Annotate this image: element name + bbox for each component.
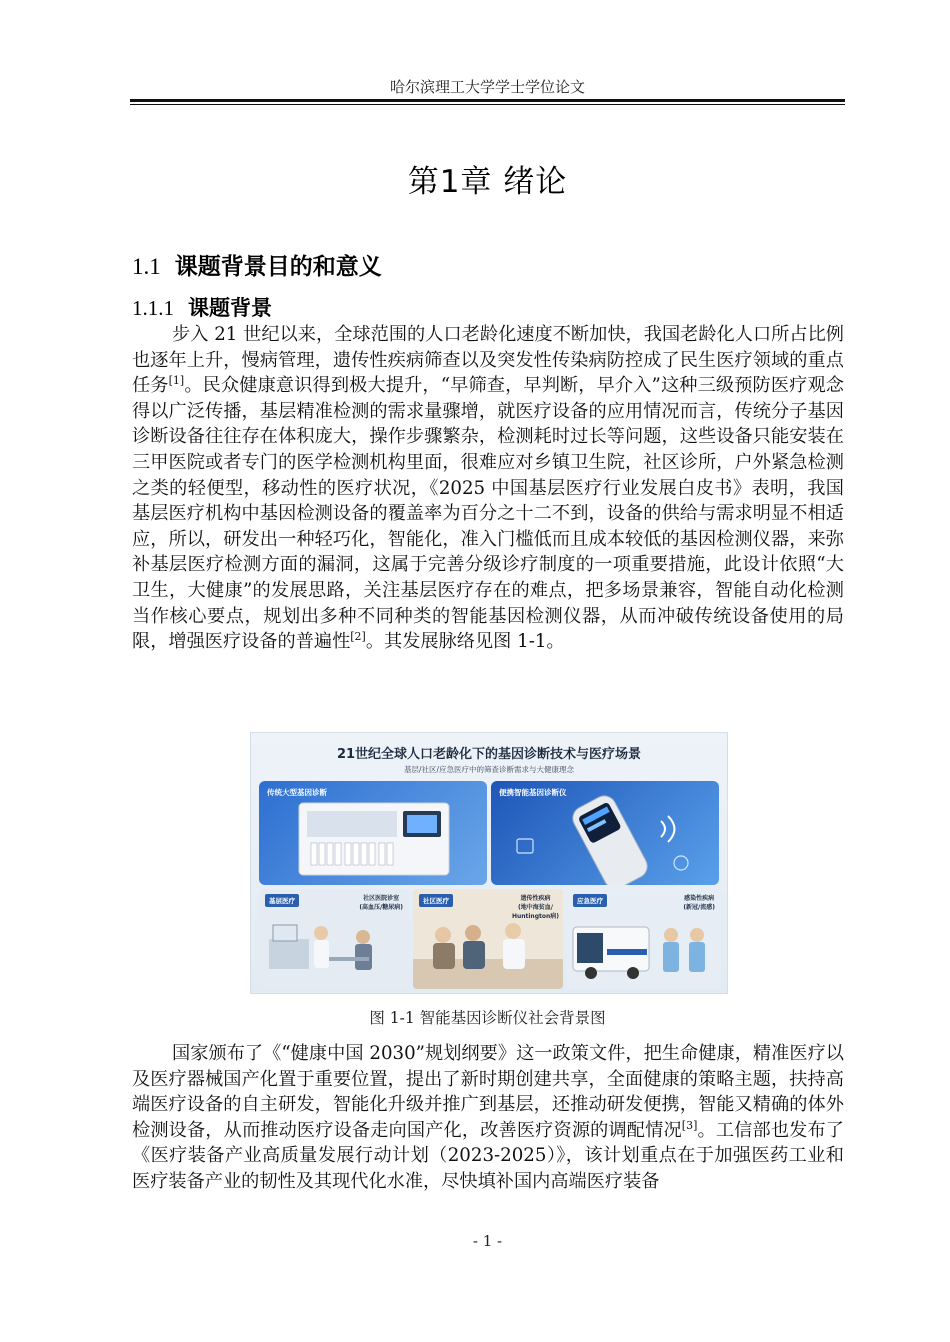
scene-tile-community [413,889,563,989]
subsection-heading [132,292,272,322]
section-number: 1.1 [132,254,161,279]
panel-label: 便携智能基因诊断仪 [499,788,567,797]
figure-image [250,732,728,994]
header-rule-thin [130,104,845,105]
portable-analyzer-icon [491,781,719,885]
paragraph-text: 。工信部也发布了《医疗装备产业高质量发展行动计划（2023-2025）》，该计划重点在于加强医药工业和医疗装备产业的韧性及其现代化水准，尽快填补国内高端医疗装备 [132,1119,844,1192]
large-analyzer-icon [259,781,487,885]
tile-label: 基层医疗 [265,894,299,907]
subsection-title: 课题背景 [188,296,272,320]
citation-ref: [3] [681,1118,698,1132]
tile-sub: 遗传性疾病 (地中海贫血/ Huntington病) [511,895,559,920]
tile-sub: 感染性疾病 (新冠/流感) [683,895,715,911]
chapter-title: 第1章 绪论 [407,164,568,200]
figure-title: 21世纪全球人口老龄化下的基因诊断技术与医疗场景 [336,747,642,762]
citation-ref: [2] [350,630,366,644]
tile-label: 应急医疗 [573,894,607,907]
section-heading [132,248,382,281]
panel-label: 传统大型基因诊断 [267,788,327,797]
subsection-number: 1.1.1 [132,296,174,320]
tile-label: 社区医疗 [419,894,453,907]
paragraph-text: 国家颁布了《“健康中国 2030”规划纲要》这一政策文件，把生命健康，精准医疗以及医疗器械国产化置于重要位置，提出了新时期创建共享，全面健康的策略主题，扶持高端医疗设备的自主研发，智能化升级并推广到基层，还推动研发便携，智能又精确的体外检测设备，从而推动医疗设备走向国产化，改善医疗资源的调配情况 [132,1043,844,1141]
paragraph-text: 。其发展脉络见图 1-1。 [365,631,565,653]
page-number: - 1 - [472,1232,503,1250]
paragraph-text: 。民众健康意识得到极大提升，“早筛查，早判断，早介入”这种三级预防医疗观念得以广泛传播，基层精准检测的需求量骤增，就医疗设备的应用情况而言，传统分子基因诊断设备往往存在体积庞大，操作步骤繁杂，检测耗时过长等问题，这些设备只能安装在三甲医院或者专门的医学检测机构里面，很难应对乡镇卫生院，社区诊所，户外紧急检测之类的轻便型，移动性的医疗状况，《2025 中国基层医疗行业发展白皮书》表明，我国基层医疗机构中基因检测设备的覆盖率为百分之十二不到，设备的供给与需求明显不相适应，所以，研发出一种轻巧化，智能化，准入门槛低而且成本较低的基因检测仪器，来弥补基层医疗检测方面的漏洞，这属于完善分级诊疗制度的一项重要措施，此设计依照“大卫生，大健康”的发展思路，关注基层医疗存在的难点，把多场景兼容，智能自动化检测当作核心要点，规划出多种不同种类的智能基因检测仪器，从而冲破传统设备使用的局限，增强医疗设备的普遍性 [132,375,844,653]
figure-subtitle: 基层/社区/应急医疗中的筛查诊断需求与大健康理念 [403,765,575,774]
running-header: 哈尔滨理工大学学士学位论文 [389,78,585,96]
header-rule-thick [130,99,845,102]
portable-device-panel [491,781,719,885]
body-paragraph-1 [132,322,844,655]
scene-tile-emergency [567,889,721,989]
paragraph-text: 步入 21 世纪以来，全球范围的人口老龄化速度不断加快，我国老龄化人口所占比例也逐年上升，慢病管理，遗传性疾病筛查以及突发性传染病防控成了民生医疗领域的重点任务 [132,324,844,397]
body-paragraph-2 [132,1041,844,1195]
scene-tile-primary-care [259,889,409,989]
citation-ref: [1] [168,374,185,388]
traditional-device-panel [259,781,487,885]
tile-sub: 社区医院诊室 (高血压/糖尿病) [359,895,403,911]
figure-caption: 图 1-1 智能基因诊断仪社会背景图 [369,1009,606,1027]
section-title: 课题背景目的和意义 [174,254,382,280]
